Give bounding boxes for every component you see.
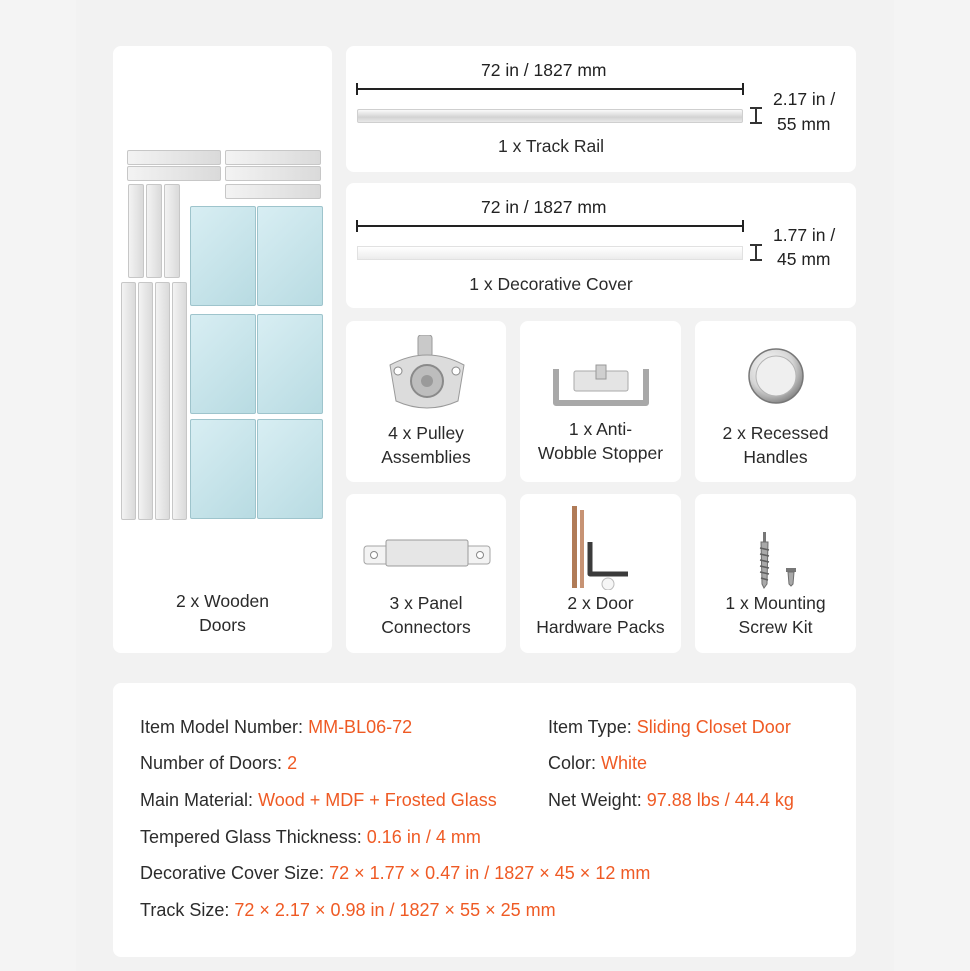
pulley-icon [382, 335, 472, 415]
handles-card [695, 321, 856, 482]
dimension-tick [742, 83, 744, 95]
door-stile [155, 282, 170, 520]
dimension-tick [356, 83, 358, 95]
pulley-label-line1: 4 x Pulley [388, 423, 464, 443]
glass-panel [190, 419, 256, 519]
spec-color [548, 753, 647, 774]
connectors-card [346, 494, 506, 653]
cover-height-1: 1.77 in / [773, 225, 836, 245]
spec-value: MM-BL06-72 [308, 717, 413, 737]
spec-label: Tempered Glass Thickness: [140, 827, 362, 847]
connectors-label-line2: Connectors [381, 617, 471, 637]
track-rail-length: 72 in / 1827 mm [481, 60, 607, 80]
spec-glass [140, 827, 481, 848]
screw-icon [753, 530, 803, 590]
door-rail [127, 166, 221, 181]
handle-icon [747, 347, 805, 405]
door-stile [128, 184, 144, 278]
screws-label-line2: Screw Kit [738, 617, 813, 637]
spec-value: Wood + MDF + Frosted Glass [258, 790, 497, 810]
track-rail-height-1: 2.17 in / [773, 89, 836, 109]
door-rail [225, 150, 321, 165]
spec-material [140, 790, 497, 811]
spec-value: Sliding Closet Door [636, 717, 791, 737]
spec-value: 72 × 2.17 × 0.98 in / 1827 × 55 × 25 mm [234, 900, 556, 920]
dimension-tick [356, 220, 358, 232]
cover-height-2: 45 mm [777, 249, 831, 269]
glass-panel [257, 419, 323, 519]
track-rail-card [346, 46, 856, 172]
doors-label-line1: 2 x Wooden [175, 591, 270, 611]
pulley-label-line2: Assemblies [381, 447, 471, 467]
doors-label [113, 589, 332, 637]
spec-label: Item Type: [548, 717, 632, 737]
spec-weight [548, 790, 794, 811]
track-rail-image [357, 109, 743, 123]
hardware-icon [566, 504, 638, 590]
glass-panel [257, 206, 323, 306]
spec-value: 2 [287, 753, 298, 773]
spec-type [548, 717, 791, 738]
cover-dimension-line [357, 225, 743, 227]
door-stile [172, 282, 187, 520]
spec-track-size [140, 900, 556, 921]
spec-doors [140, 753, 297, 774]
door-rail [225, 166, 321, 181]
screws-label-line1: 1 x Mounting [725, 593, 826, 613]
screws-label [695, 591, 856, 639]
doors-card [113, 46, 332, 653]
stopper-label [520, 417, 681, 465]
spec-value: White [601, 753, 648, 773]
spec-value: 72 × 1.77 × 0.47 in / 1827 × 45 × 12 mm [329, 863, 651, 883]
hardware-card [520, 494, 681, 653]
hardware-label [520, 591, 681, 639]
door-stile [164, 184, 180, 278]
pulley-card [346, 321, 506, 482]
height-marker [755, 107, 757, 123]
height-marker [750, 122, 762, 124]
spec-label: Item Model Number: [140, 717, 304, 737]
handles-label [695, 421, 856, 469]
hardware-label-line1: 2 x Door [567, 593, 634, 613]
doors-label-line2: Doors [199, 615, 246, 635]
height-marker [755, 244, 757, 260]
spec-label: Decorative Cover Size: [140, 863, 325, 883]
stopper-icon [552, 363, 650, 409]
glass-panel [257, 314, 323, 414]
door-rail [127, 150, 221, 165]
spec-label: Track Size: [140, 900, 230, 920]
spec-value: 97.88 lbs / 44.4 kg [646, 790, 794, 810]
glass-panel [190, 314, 256, 414]
spec-value: 0.16 in / 4 mm [366, 827, 481, 847]
handles-label-line2: Handles [743, 447, 808, 467]
door-stile [138, 282, 153, 520]
spec-model [140, 717, 412, 738]
spec-label: Main Material: [140, 790, 254, 810]
dimension-tick [742, 220, 744, 232]
handles-label-line1: 2 x Recessed [722, 423, 829, 443]
glass-panel [190, 206, 256, 306]
stopper-label-line1: 1 x Anti- [568, 419, 633, 439]
decorative-cover-image [357, 246, 743, 260]
specs-card [113, 683, 856, 957]
track-rail-label: 1 x Track Rail [498, 136, 604, 156]
spec-label: Net Weight: [548, 790, 642, 810]
connector-icon [362, 538, 492, 572]
door-rail [225, 184, 321, 199]
spec-cover-size [140, 863, 650, 884]
cover-length: 72 in / 1827 mm [481, 197, 607, 217]
stopper-label-line2: Wobble Stopper [537, 443, 664, 463]
spec-label: Color: [548, 753, 597, 773]
cover-label: 1 x Decorative Cover [469, 274, 633, 294]
door-stile [146, 184, 162, 278]
door-stile [121, 282, 136, 520]
stopper-card [520, 321, 681, 482]
decorative-cover-card [346, 183, 856, 308]
screws-card [695, 494, 856, 653]
track-rail-height-2: 55 mm [777, 114, 831, 134]
track-rail-dimension-line [357, 88, 743, 90]
hardware-label-line2: Hardware Packs [536, 617, 665, 637]
spec-label: Number of Doors: [140, 753, 283, 773]
height-marker [750, 259, 762, 261]
connectors-label-line1: 3 x Panel [389, 593, 463, 613]
connectors-label [346, 591, 506, 639]
pulley-label [346, 421, 506, 469]
